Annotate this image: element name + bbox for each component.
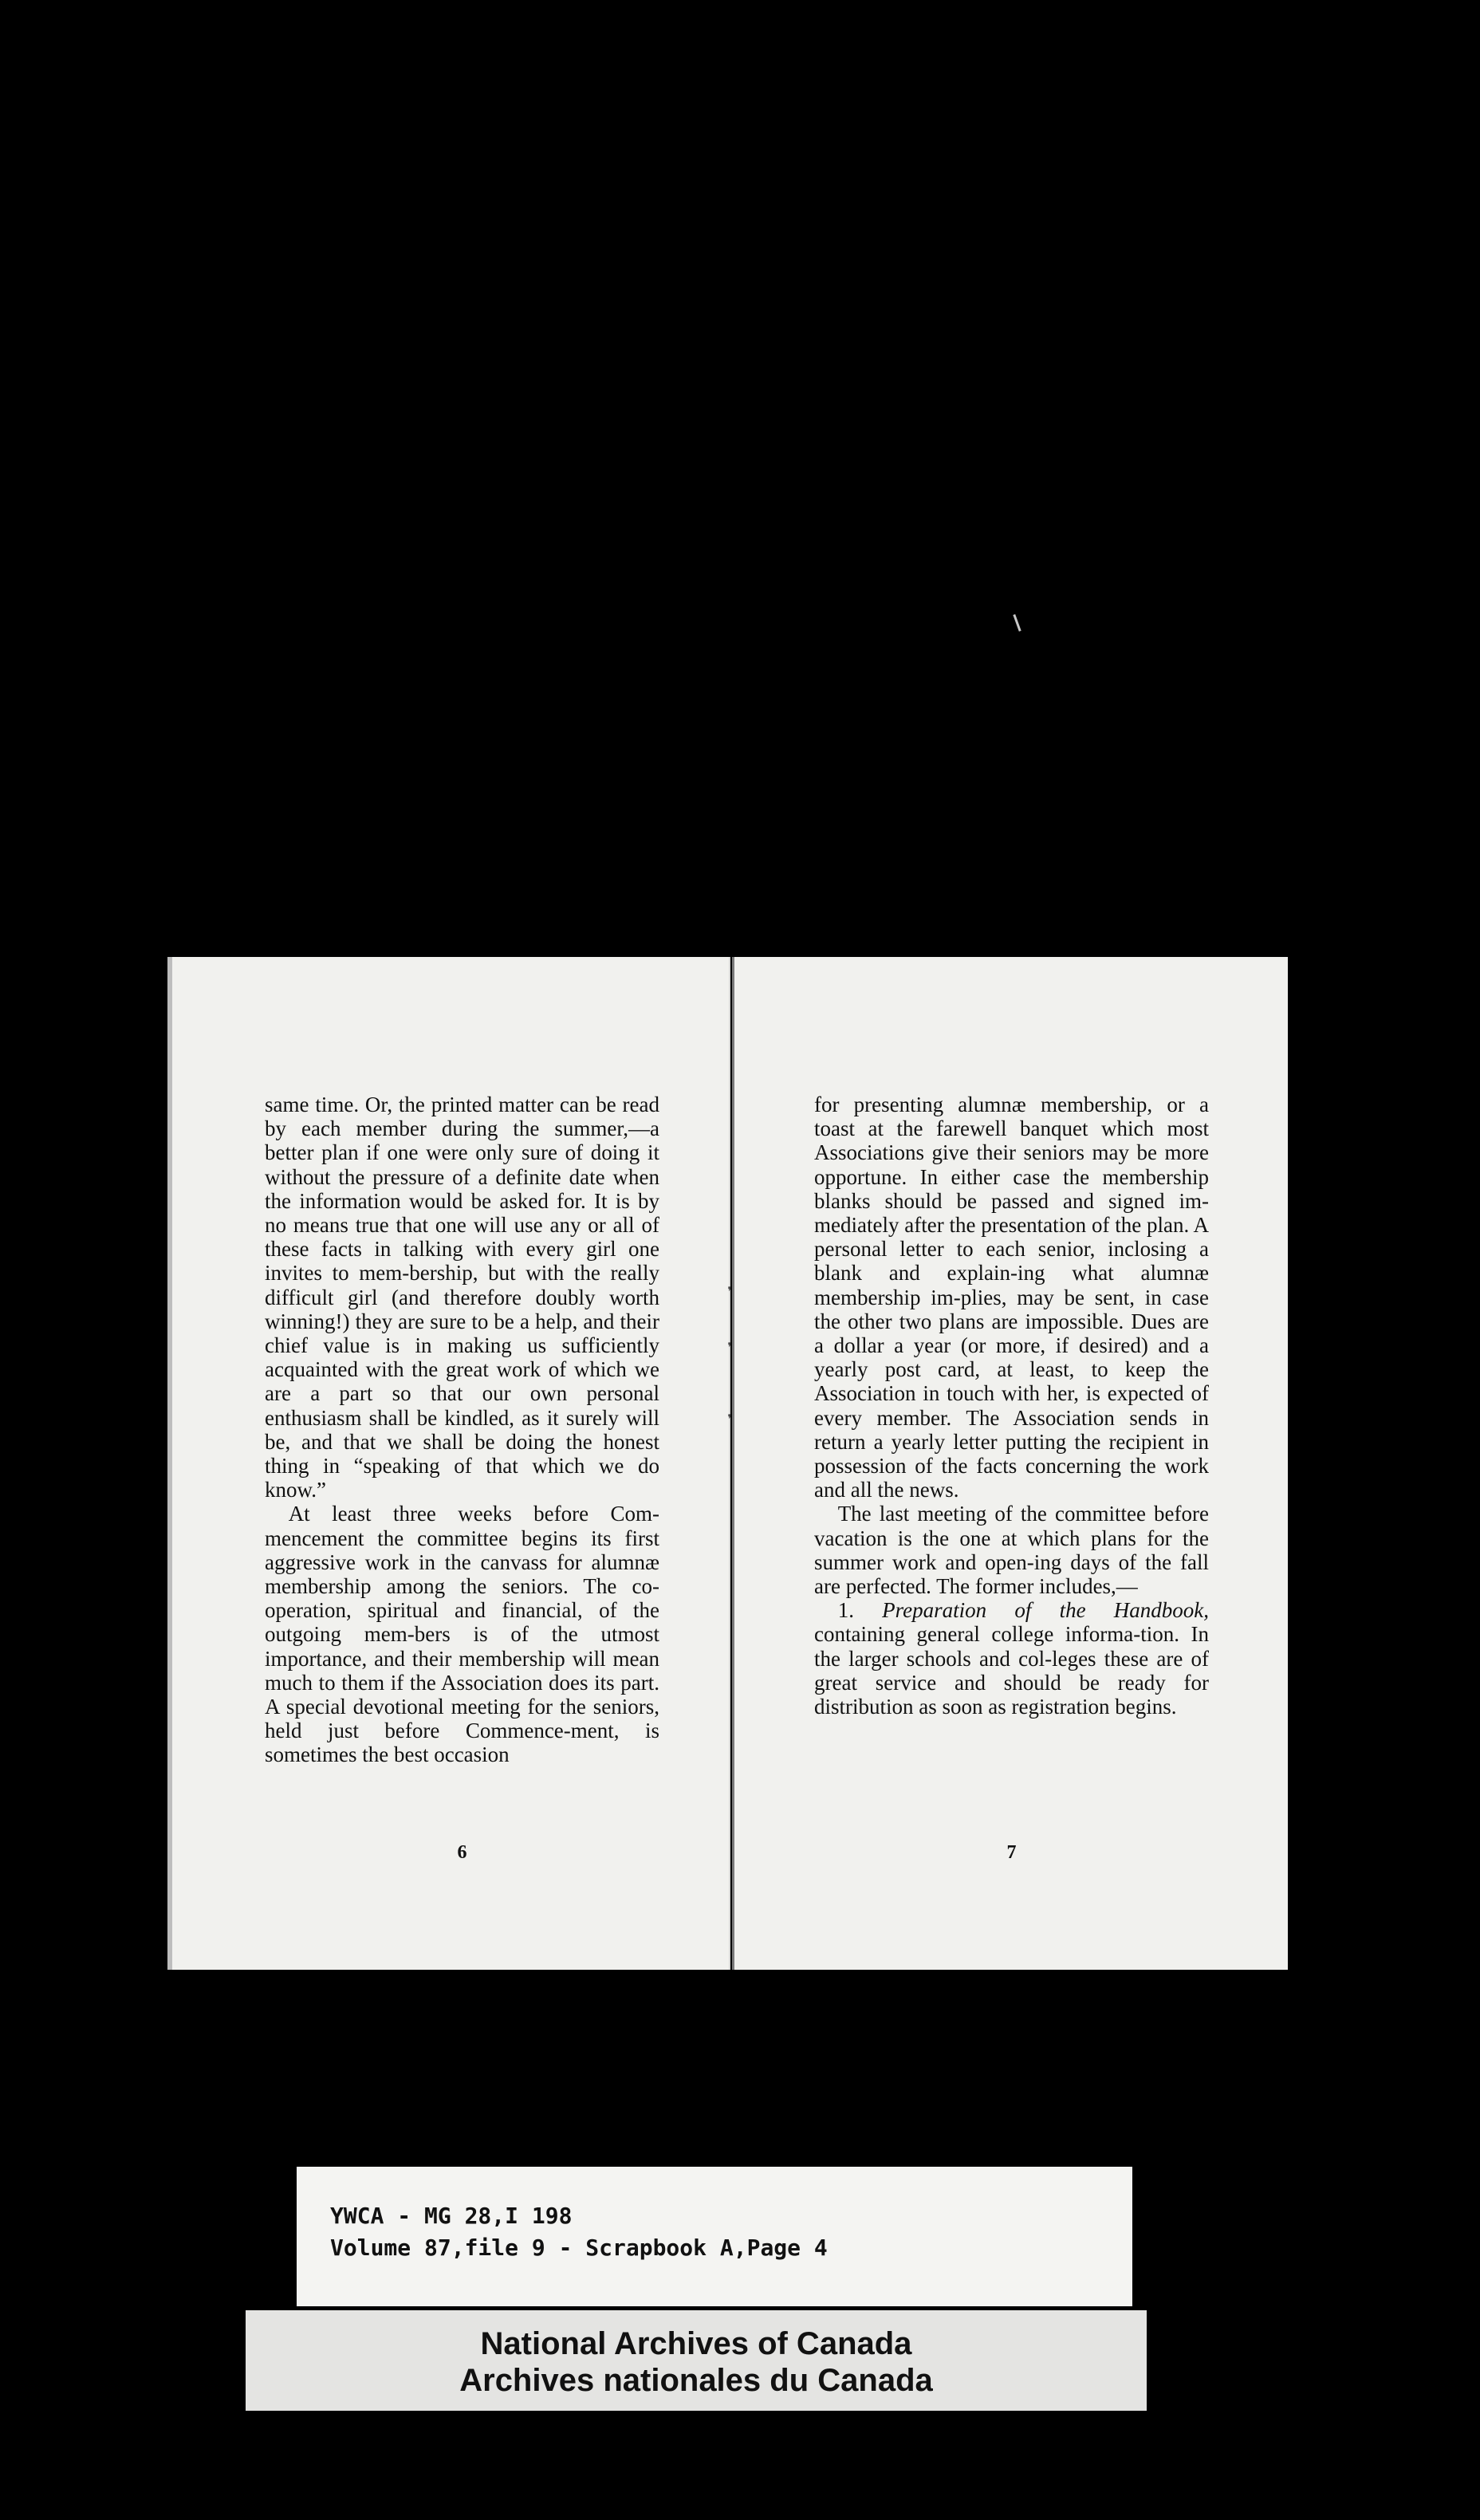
scan-speck — [1013, 614, 1021, 632]
right-page-text — [814, 1093, 1209, 1719]
archive-name-french: Archives nationales du Canada — [459, 2363, 933, 2398]
list-item-title: Preparation of the Handbook, — [882, 1598, 1210, 1623]
archive-label — [246, 2310, 1147, 2411]
staple-mark: ❜ — [727, 1286, 732, 1299]
page-number-left: 6 — [457, 1842, 467, 1863]
staple-mark: ❜ — [727, 1413, 732, 1427]
page-number-right: 7 — [1006, 1842, 1017, 1863]
right-paragraph-1: for presenting alumnæ membership, or a toast at the farewell banquet which most Associations give their seniors may be more opportune. In either case the membership blanks should be passed and signed im-mediately after the presentation of the plan. A personal letter to each senior, inclosing a blank and explain-ing what alumnæ membership im-plies, may be sent, in case the other two plans are impossible. Dues are a dollar a year (or more, if desired) and a yearly post card, at least, to keep the Association in touch with her, is expected of every member. The Association sends in return a yearly letter putting the recipient in possession of the facts concerning the work and all the news. — [814, 1093, 1209, 1502]
right-paragraph-2: The last meeting of the committee before vacation is the one at which plans for the summer work and open-ing days of the fall are perfected. The former includes,— — [814, 1502, 1209, 1599]
reference-line-2: Volume 87,file 9 - Scrapbook A,Page 4 — [330, 2235, 828, 2261]
left-page — [167, 957, 730, 1970]
reference-line-1: YWCA - MG 28,I 198 — [330, 2203, 573, 2229]
reference-card — [297, 2167, 1132, 2306]
right-page — [732, 957, 1288, 1970]
booklet-spread — [167, 957, 1288, 1970]
list-item-text: containing general college informa-tion. In the larger schools and col-leges these are of great service and should be ready for distribution as soon as registration begins. — [814, 1622, 1209, 1719]
left-paragraph-1: same time. Or, the printed matter can be read by each member during the summer,—a better plan if one were only sure of doing it without the pressure of a definite date when the information would be asked for. It is by no means true that one will use any or all of these facts in talking with every girl one invites to mem-bership, but with the really difficult girl (and therefore doubly worth winning!) they are sure to be a help, and their chief value is in making us sufficiently acquainted with the great work of which we are a part so that our own personal enthusiasm shall be kindled, as it surely will be, and that we shall be doing the honest thing in “speaking of that which we do know.” — [265, 1093, 659, 1502]
left-paragraph-2: At least three weeks before Com-mencement the committee begins its first aggressive work in the canvass for alumnæ membership among the seniors. The co-operation, spiritual and financial, of the outgoing mem-bers is of the utmost importance, and their membership will mean much to them if the Association does its part. A special devotional meeting for the seniors, held just before Commence-ment, is sometimes the best occasion — [265, 1502, 659, 1767]
staple-mark: ❜ — [727, 1341, 732, 1355]
archive-name-english: National Archives of Canada — [480, 2326, 912, 2361]
list-item-number: 1. — [837, 1598, 854, 1623]
binding-staples — [724, 957, 738, 1970]
handbook-list-item — [814, 1598, 1209, 1719]
left-page-text — [265, 1093, 659, 1767]
